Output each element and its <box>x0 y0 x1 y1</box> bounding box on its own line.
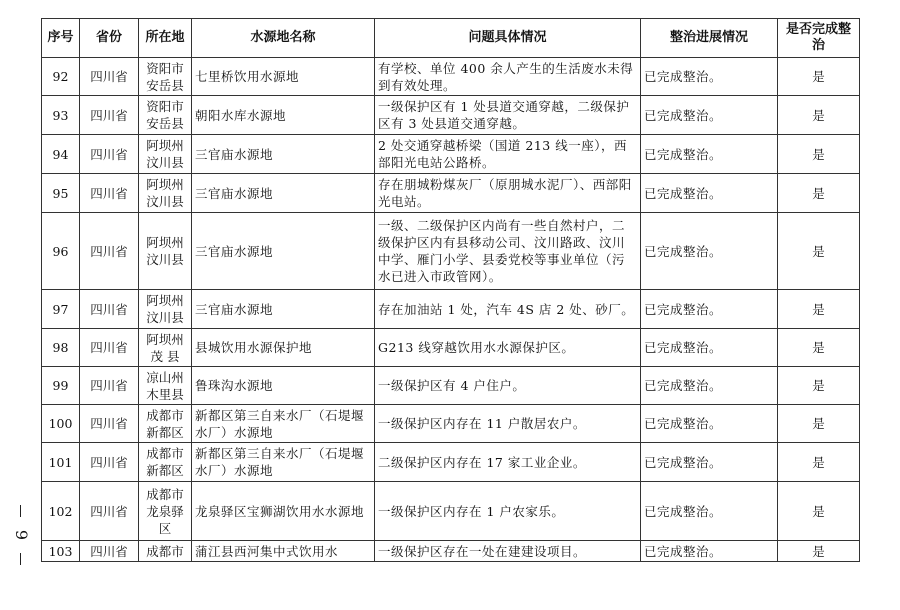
cell-issue: 一级保护区有 4 户住户。 <box>375 367 641 405</box>
table-row <box>42 329 860 367</box>
cell-source: 三官庙水源地 <box>192 135 375 174</box>
cell-province: 四川省 <box>80 405 139 443</box>
cell-issue: 一级保护区内存在 1 户农家乐。 <box>375 482 641 541</box>
cell-issue: 有学校、单位 400 余人产生的生活废水未得到有效处理。 <box>375 58 641 96</box>
cell-province: 四川省 <box>80 443 139 482</box>
cell-province: 四川省 <box>80 213 139 290</box>
cell-no: 101 <box>42 443 80 482</box>
cell-issue: 2 处交通穿越桥梁（国道 213 线一座），西部阳光电站公路桥。 <box>375 135 641 174</box>
cell-location: 阿坝州汶川县 <box>139 174 192 213</box>
cell-done: 是 <box>778 174 860 213</box>
cell-location: 成都市新都区 <box>139 443 192 482</box>
cell-source: 三官庙水源地 <box>192 213 375 290</box>
header-source: 水源地名称 <box>192 19 375 58</box>
cell-location: 成都市新都区 <box>139 405 192 443</box>
cell-source: 三官庙水源地 <box>192 174 375 213</box>
table-row <box>42 482 860 541</box>
cell-source: 三官庙水源地 <box>192 290 375 329</box>
header-done: 是否完成整治 <box>778 19 860 58</box>
cell-province: 四川省 <box>80 329 139 367</box>
page-dash-bottom <box>20 553 21 565</box>
cell-location: 阿坝州汶川县 <box>139 135 192 174</box>
cell-province: 四川省 <box>80 367 139 405</box>
page-number: 9 <box>12 529 31 541</box>
table-row <box>42 443 860 482</box>
cell-progress: 已完成整治。 <box>641 96 778 135</box>
header-location: 所在地 <box>139 19 192 58</box>
cell-no: 96 <box>42 213 80 290</box>
cell-province: 四川省 <box>80 174 139 213</box>
header-progress: 整治进展情况 <box>641 19 778 58</box>
cell-issue: 二级保护区内存在 17 家工业企业。 <box>375 443 641 482</box>
cell-source: 新都区第三自来水厂（石堤堰水厂）水源地 <box>192 405 375 443</box>
cell-no: 94 <box>42 135 80 174</box>
cell-progress: 已完成整治。 <box>641 541 778 562</box>
header-province: 省份 <box>80 19 139 58</box>
cell-done: 是 <box>778 135 860 174</box>
cell-done: 是 <box>778 482 860 541</box>
cell-issue: 一级、二级保护区内尚有一些自然村户，二级保护区内有县移动公司、汶川路政、汶川中学、雁门小学、县委党校等事业单位（污水已进入市政管网）。 <box>375 213 641 290</box>
table-row <box>42 58 860 96</box>
cell-progress: 已完成整治。 <box>641 135 778 174</box>
table-row <box>42 135 860 174</box>
cell-progress: 已完成整治。 <box>641 367 778 405</box>
cell-progress: 已完成整治。 <box>641 405 778 443</box>
cell-source: 朝阳水库水源地 <box>192 96 375 135</box>
cell-province: 四川省 <box>80 290 139 329</box>
header-no: 序号 <box>42 19 80 58</box>
cell-source: 新都区第三自来水厂（石堤堰水厂）水源地 <box>192 443 375 482</box>
cell-done: 是 <box>778 58 860 96</box>
cell-location: 阿坝州汶川县 <box>139 290 192 329</box>
table-row <box>42 367 860 405</box>
cell-location: 凉山州木里县 <box>139 367 192 405</box>
cell-source: 蒲江县西河集中式饮用水 <box>192 541 375 562</box>
cell-progress: 已完成整治。 <box>641 329 778 367</box>
cell-location: 阿坝州汶川县 <box>139 213 192 290</box>
table-row <box>42 174 860 213</box>
cell-issue: 存在加油站 1 处，汽车 4S 店 2 处、砂厂。 <box>375 290 641 329</box>
cell-done: 是 <box>778 96 860 135</box>
cell-no: 102 <box>42 482 80 541</box>
cell-no: 92 <box>42 58 80 96</box>
cell-source: 鲁珠沟水源地 <box>192 367 375 405</box>
cell-province: 四川省 <box>80 482 139 541</box>
cell-progress: 已完成整治。 <box>641 290 778 329</box>
cell-province: 四川省 <box>80 135 139 174</box>
cell-progress: 已完成整治。 <box>641 443 778 482</box>
cell-province: 四川省 <box>80 541 139 562</box>
cell-no: 97 <box>42 290 80 329</box>
cell-source: 县城饮用水源保护地 <box>192 329 375 367</box>
cell-no: 98 <box>42 329 80 367</box>
cell-location: 成都市龙泉驿区 <box>139 482 192 541</box>
cell-location: 成都市 <box>139 541 192 562</box>
cell-done: 是 <box>778 541 860 562</box>
cell-no: 100 <box>42 405 80 443</box>
water-source-rectification-table <box>41 18 860 562</box>
table-row <box>42 96 860 135</box>
table-row <box>42 290 860 329</box>
cell-progress: 已完成整治。 <box>641 213 778 290</box>
cell-location: 资阳市安岳县 <box>139 58 192 96</box>
cell-no: 95 <box>42 174 80 213</box>
cell-issue: 一级保护区有 1 处县道交通穿越，二级保护区有 3 处县道交通穿越。 <box>375 96 641 135</box>
cell-location: 资阳市安岳县 <box>139 96 192 135</box>
table-row <box>42 405 860 443</box>
cell-done: 是 <box>778 329 860 367</box>
cell-province: 四川省 <box>80 58 139 96</box>
cell-issue: 存在朋城粉煤灰厂（原朋城水泥厂）、西部阳光电站。 <box>375 174 641 213</box>
cell-no: 93 <box>42 96 80 135</box>
cell-location: 阿坝州茂 县 <box>139 329 192 367</box>
cell-source: 龙泉驿区宝狮湖饮用水水源地 <box>192 482 375 541</box>
table-row <box>42 213 860 290</box>
cell-done: 是 <box>778 405 860 443</box>
cell-progress: 已完成整治。 <box>641 58 778 96</box>
cell-done: 是 <box>778 213 860 290</box>
cell-source: 七里桥饮用水源地 <box>192 58 375 96</box>
cell-progress: 已完成整治。 <box>641 482 778 541</box>
table-header-row <box>42 19 860 58</box>
cell-province: 四川省 <box>80 96 139 135</box>
cell-issue: 一级保护区存在一处在建建设项目。 <box>375 541 641 562</box>
cell-no: 99 <box>42 367 80 405</box>
cell-issue: G213 线穿越饮用水水源保护区。 <box>375 329 641 367</box>
table-row <box>42 541 860 562</box>
cell-done: 是 <box>778 367 860 405</box>
cell-done: 是 <box>778 443 860 482</box>
page-dash-top <box>20 505 21 517</box>
header-issue: 问题具体情况 <box>375 19 641 58</box>
cell-no: 103 <box>42 541 80 562</box>
cell-done: 是 <box>778 290 860 329</box>
page-number-marker <box>6 505 36 565</box>
cell-progress: 已完成整治。 <box>641 174 778 213</box>
cell-issue: 一级保护区内存在 11 户散居农户。 <box>375 405 641 443</box>
